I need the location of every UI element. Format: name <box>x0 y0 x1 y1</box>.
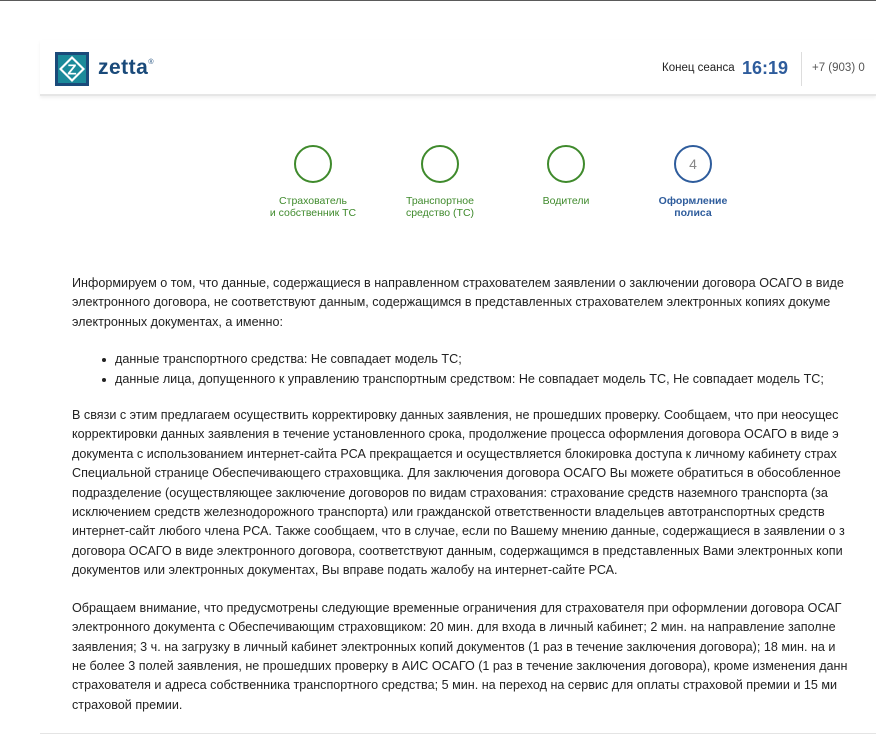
text-line: электронного договора, не соответствуют данным, содержащимся в представленных страхователем электронных копиях докуме <box>72 295 831 310</box>
step-policy-issue[interactable] <box>628 145 758 219</box>
notice-content <box>72 274 876 712</box>
text-line: документов или электронных документах, Вы вправе подать жалобу на интернет-сайте РСА. <box>72 563 618 578</box>
text-line: документа с использованием интернет-сайта РСА прекращается и осуществляется блокировка доступа к личному кабинету страх <box>72 446 837 461</box>
text-line: Обращаем внимание, что предусмотрены следующие временные ограничения для страхователя при оформлении договора ОСАГ <box>72 600 842 615</box>
text-line: страхователя и адреса собственника транспортного средства; 5 мин. на переход на сервис для оплаты страховой премии и 15 ми <box>72 678 838 693</box>
svg-text:Z: Z <box>67 61 77 79</box>
text-line: договора ОСАГО в виде электронного договора, соответствуют данным, содержащимся в представленных Вами электронных копи <box>72 543 843 558</box>
zetta-logo-icon <box>55 52 89 86</box>
step-policyholder[interactable] <box>248 145 378 219</box>
text-line: исключением средств железнодорожного транспорта) или гражданской ответственности владельцев автотранспортных средств <box>72 505 825 520</box>
header-divider <box>801 52 802 86</box>
step-circle <box>421 145 459 183</box>
step-circle <box>547 145 585 183</box>
text-line: страховой премии. <box>72 697 183 712</box>
list-item: данные лица, допущенного к управлению транспортным средством: Не совпадает модель ТС, Не совпадает модель ТС; <box>102 370 876 389</box>
text-line: заявления; 3 ч. на загрузку в личный кабинет электронных копий документов (1 раз в течение заключения договора); 18 мин. на и <box>72 639 836 654</box>
logo-wordmark: zetta® <box>98 56 155 79</box>
text-line: электронного документа с Обеспечивающим страховщиком: 20 мин. для входа в личный кабинет; 2 мин. на направление заполне <box>72 620 836 635</box>
text-line: подразделение (осуществляющее заключение договоров по видам страхования: страхование средств наземного транспорта (за <box>72 485 828 500</box>
step-label: Оформление полиса <box>658 195 728 219</box>
progress-steps <box>0 145 876 235</box>
step-vehicle[interactable] <box>375 145 505 219</box>
notice-correction <box>72 406 876 581</box>
list-item: данные транспортного средства: Не совпадает модель ТС; <box>102 350 876 369</box>
step-label: Транспортное средство (ТС) <box>405 195 475 219</box>
session-end-label: Конец сеанса <box>662 62 735 74</box>
session-timer: 16:19 <box>742 58 789 78</box>
mismatch-list <box>72 350 876 389</box>
footer-divider <box>40 733 876 734</box>
text-line: корректировки данных заявления в течение установленного срока, продолжение процесса оформления договора ОСАГО в виде э <box>72 427 839 442</box>
top-border <box>0 0 876 1</box>
text-line: не более 3 полей заявления, не прошедших проверку в АИС ОСАГО (1 раз в течение заключения договора), кроме изменения данн <box>72 658 848 673</box>
page-header <box>40 40 876 96</box>
text-line: Специальной странице Обеспечивающего страховщика. Для заключения договора ОСАГО Вы можете обратиться в обособленное <box>72 466 841 481</box>
notice-intro <box>72 274 876 332</box>
notice-time-limits <box>72 599 876 715</box>
text-line: интернет-сайт любого члена РСА. Также сообщаем, что в случае, если по Вашему мнению данные, содержащиеся в заявлении о з <box>72 524 845 539</box>
text-line: Информируем о том, что данные, содержащиеся в направленном страхователем заявлении о заключении договора ОСАГО в виде <box>72 276 844 290</box>
text-line: электронных документах, а именно: <box>72 314 284 329</box>
step-label: Водители <box>542 195 590 207</box>
step-circle <box>294 145 332 183</box>
text-line: В связи с этим предлагаем осуществить корректировку данных заявления, не прошедших проверку. Сообщаем, что при неосущес <box>72 408 839 423</box>
zetta-logo[interactable] <box>55 52 154 86</box>
step-drivers[interactable] <box>501 145 631 207</box>
step-circle: 4 <box>674 145 712 183</box>
user-phone[interactable]: +7 (903) 0 <box>812 62 865 74</box>
step-label: Страхователь и собственник ТС <box>269 195 357 219</box>
